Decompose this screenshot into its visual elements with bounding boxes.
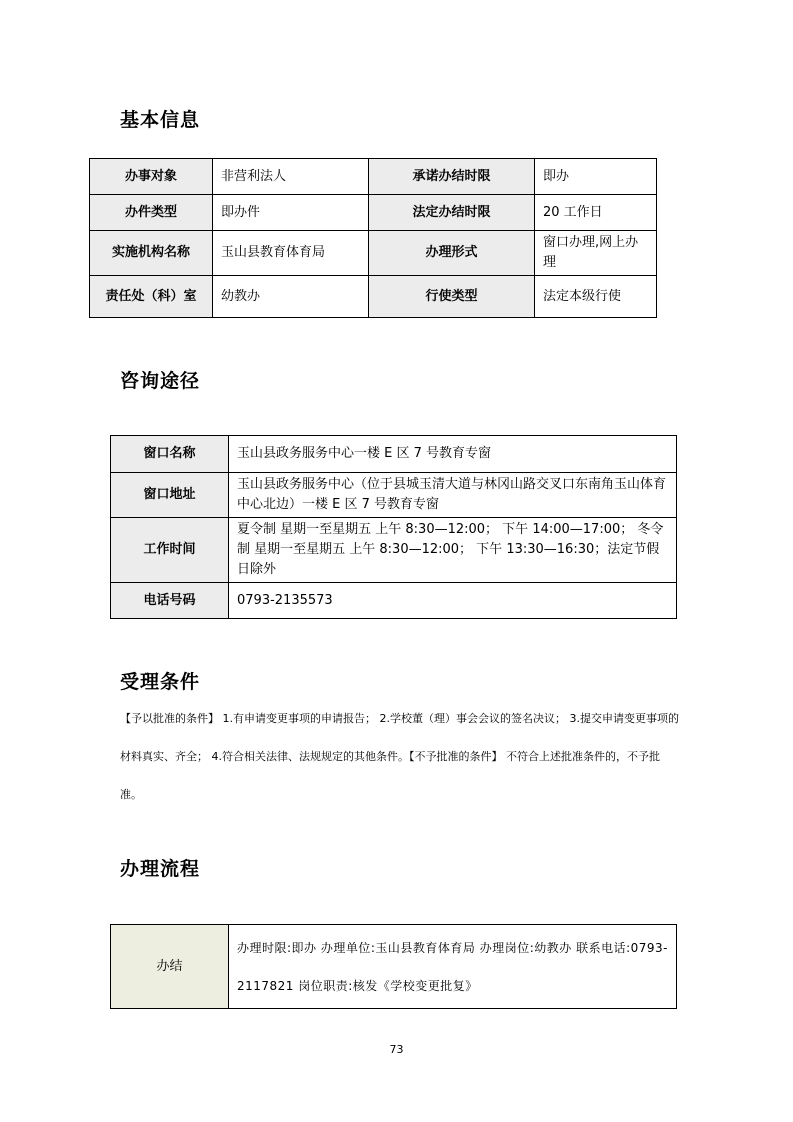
table-row	[111, 925, 677, 1009]
basic-info-table	[89, 158, 657, 318]
section-heading-conditions: 受理条件	[120, 671, 201, 693]
section-heading-basic-info: 基本信息	[120, 109, 201, 131]
table-row	[111, 436, 677, 473]
process-table	[110, 924, 677, 1009]
field-label: 窗口名称	[111, 436, 229, 473]
field-value: 玉山县政务服务中心一楼 E 区 7 号教育专窗	[229, 436, 677, 473]
field-value: 玉山县政务服务中心（位于县城玉清大道与林冈山路交叉口东南角玉山体育中心北边）一楼 E 区 7 号教育专窗	[229, 473, 677, 518]
field-value: 幼教办	[213, 276, 369, 318]
field-label: 窗口地址	[111, 473, 229, 518]
conditions-text: 【予以批准的条件】 1.有申请变更事项的申请报告； 2.学校董（理）事会会议的签名决议； 3.提交申请变更事项的材料真实、齐全； 4.符合相关法律、法规规定的其他条件。【不予批准的条件】 不符合上述批准条件的，不予批准。	[120, 712, 679, 801]
field-value: 玉山县教育体育局	[213, 231, 369, 276]
page-number: 73	[389, 1043, 404, 1056]
field-value: 即办	[535, 159, 657, 195]
table-row	[90, 195, 657, 231]
field-label: 办理形式	[369, 231, 535, 276]
field-label: 法定办结时限	[369, 195, 535, 231]
section-heading-consult: 咨询途径	[120, 370, 201, 392]
field-value: 非营利法人	[213, 159, 369, 195]
process-step-label: 办结	[111, 925, 229, 1009]
field-label: 办事对象	[90, 159, 213, 195]
table-row	[90, 276, 657, 318]
field-label: 电话号码	[111, 583, 229, 619]
table-row	[111, 473, 677, 518]
table-row	[111, 518, 677, 583]
field-value: 窗口办理,网上办理	[535, 231, 657, 276]
section-heading-process: 办理流程	[120, 858, 201, 880]
field-label: 办件类型	[90, 195, 213, 231]
field-label: 工作时间	[111, 518, 229, 583]
field-label: 实施机构名称	[90, 231, 213, 276]
field-value: 夏令制 星期一至星期五 上午 8:30—12:00； 下午 14:00—17:00； 冬令制 星期一至星期五 上午 8:30—12:00； 下午 13:30—16:30；法定节假日除外	[229, 518, 677, 583]
field-value: 即办件	[213, 195, 369, 231]
field-value: 0793-2135573	[229, 583, 677, 619]
field-value: 法定本级行使	[535, 276, 657, 318]
field-value: 20 工作日	[535, 195, 657, 231]
table-row	[90, 159, 657, 195]
field-label: 行使类型	[369, 276, 535, 318]
process-step-detail: 办理时限:即办 办理单位:玉山县教育体育局 办理岗位:幼教办 联系电话:0793-2117821 岗位职责:核发《学校变更批复》	[229, 925, 677, 1009]
consult-table	[110, 435, 677, 619]
table-row	[90, 231, 657, 276]
table-row	[111, 583, 677, 619]
field-label: 承诺办结时限	[369, 159, 535, 195]
field-label: 责任处（科）室	[90, 276, 213, 318]
